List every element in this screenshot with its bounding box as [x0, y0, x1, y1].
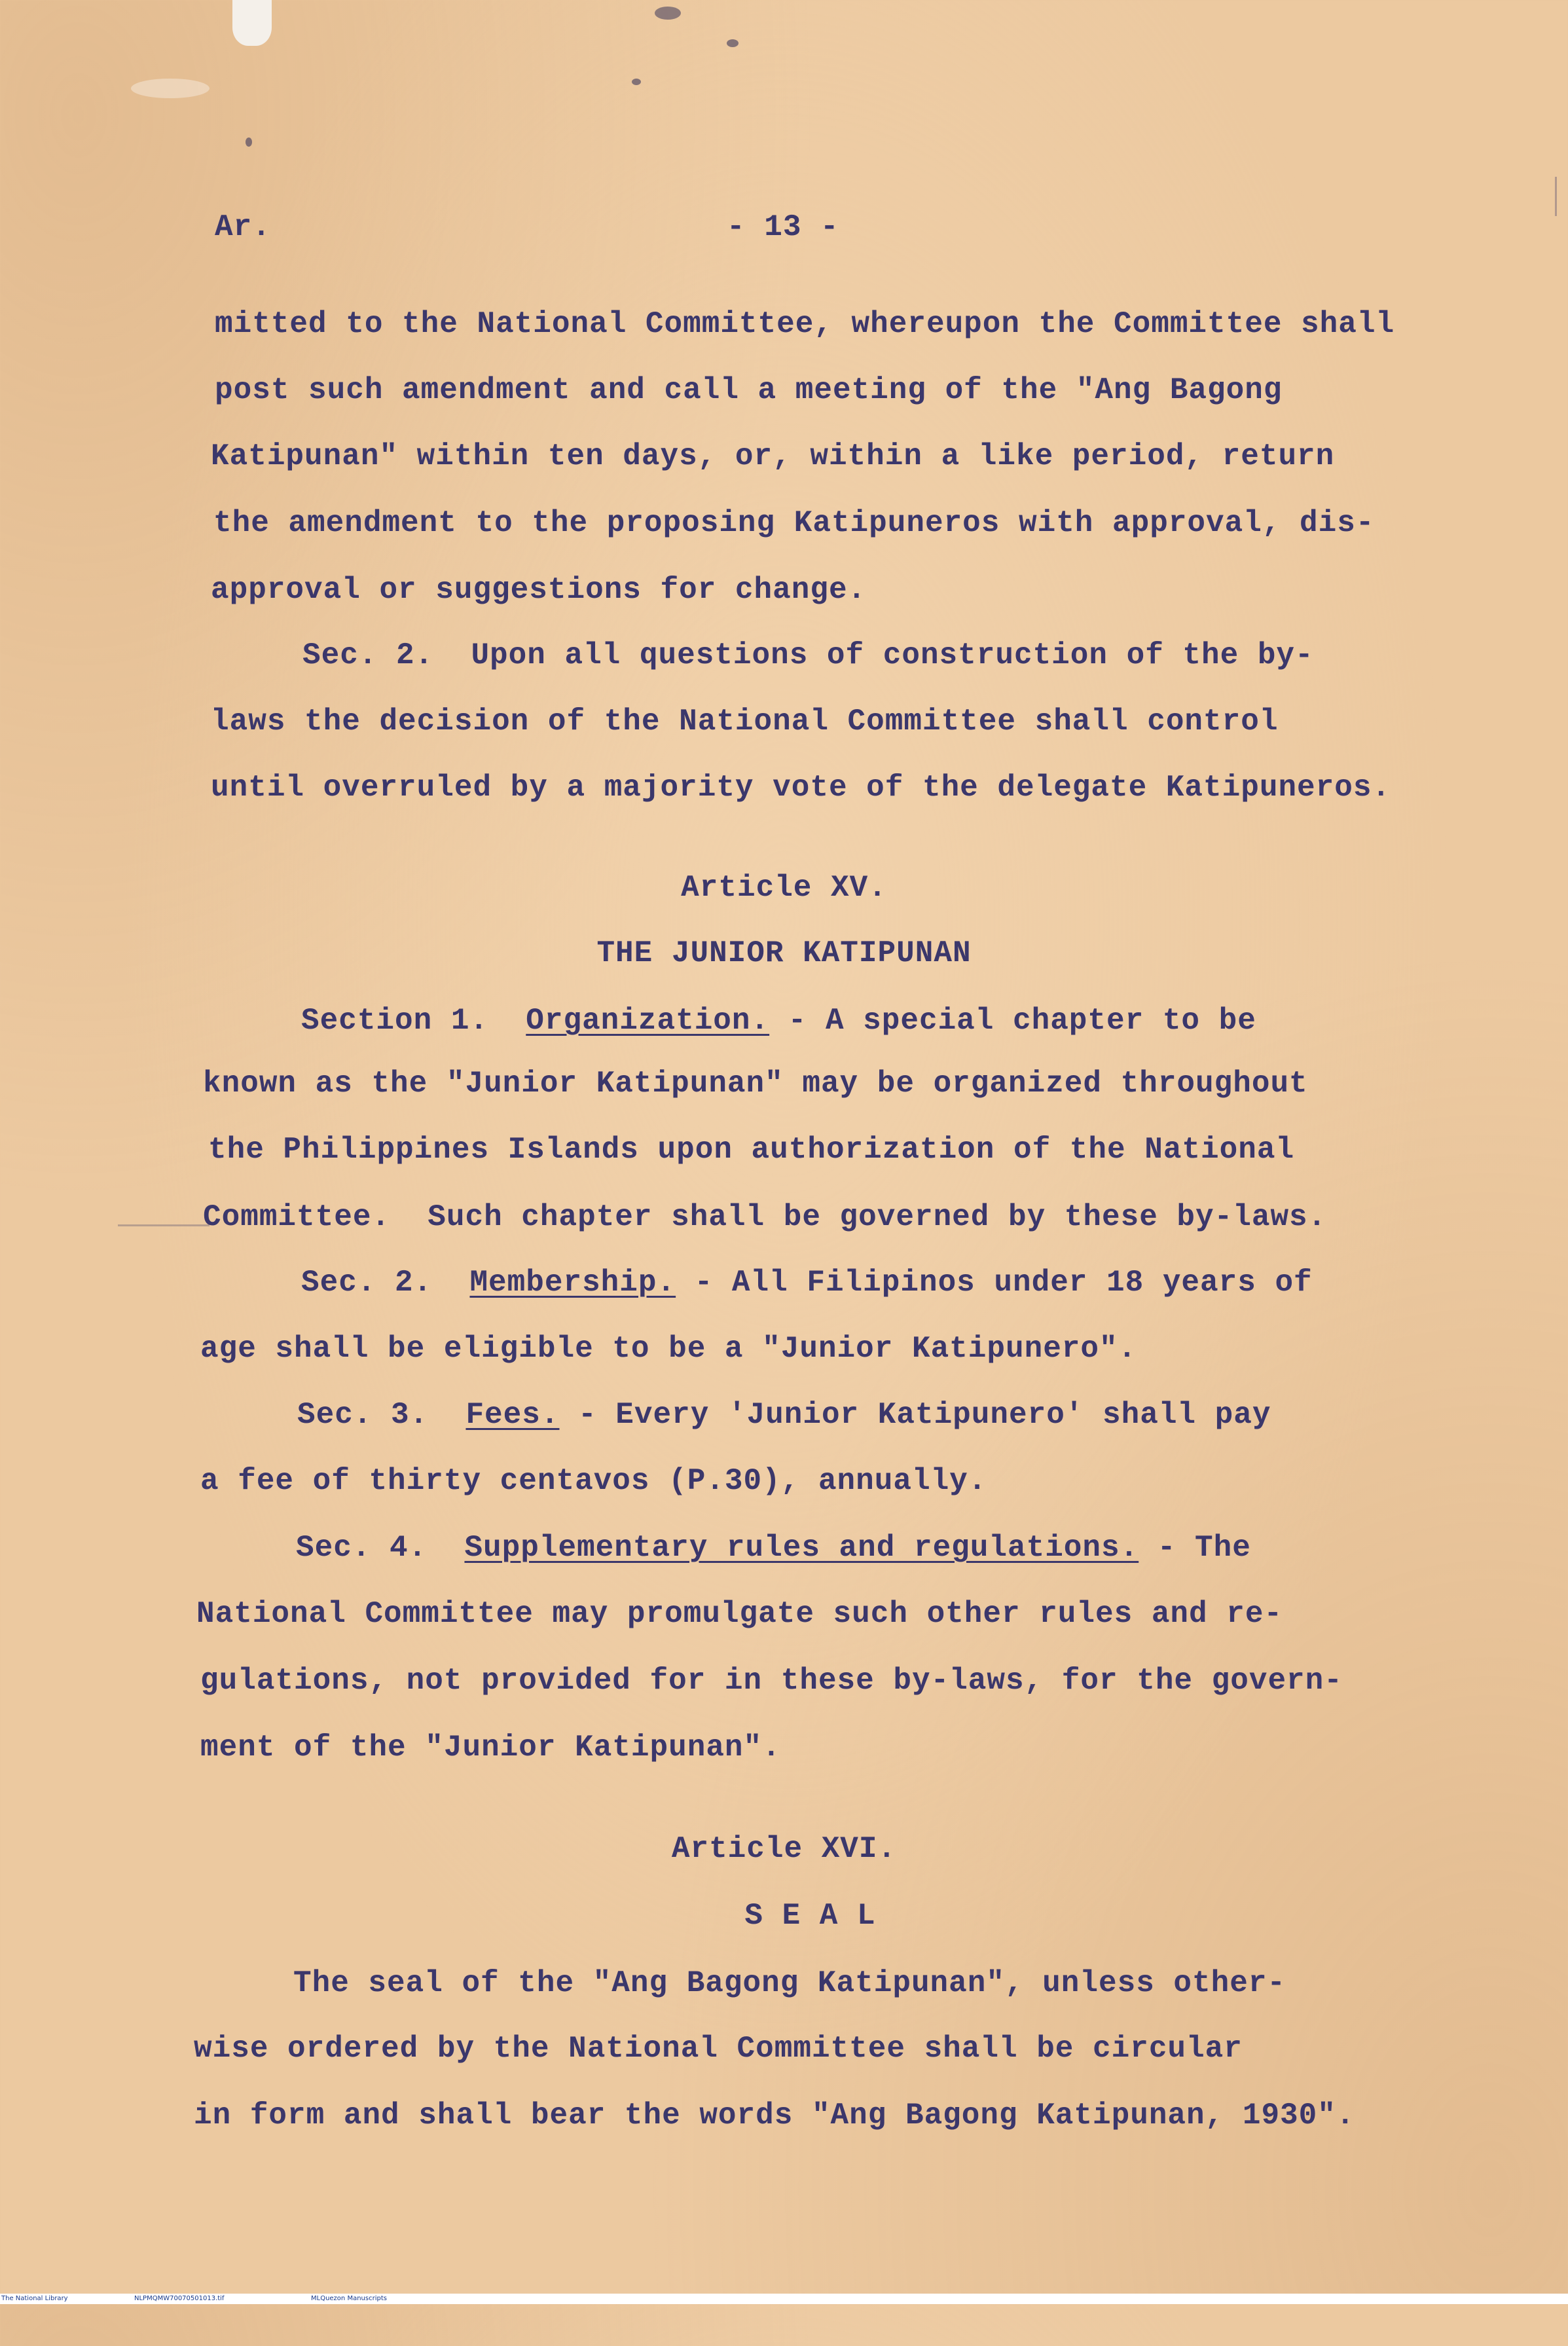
- body-line: approval or suggestions for change.: [211, 573, 867, 607]
- body-line: known as the "Junior Katipunan" may be organized throughout: [203, 1067, 1308, 1101]
- section-line: [297, 1396, 1271, 1434]
- article-heading: Article XV.: [681, 871, 887, 905]
- body-line: a fee of thirty centavos (P.30), annually.: [200, 1464, 987, 1498]
- body-line: gulations, not provided for in these by-laws, for the govern-: [200, 1664, 1343, 1698]
- typist-initials: Ar.: [215, 210, 271, 244]
- collection-name: MLQuezon Manuscripts: [311, 2295, 387, 2302]
- section-text: - A special chapter to be: [769, 1004, 1256, 1038]
- body-line: age shall be eligible to be a "Junior Katipunero".: [200, 1332, 1137, 1366]
- paper-stain: [131, 79, 210, 98]
- paper-tear: [232, 0, 272, 46]
- file-id: NLPMQMW70070501013.tif: [134, 2295, 225, 2302]
- section-text: - Every 'Junior Katipunero' shall pay: [559, 1398, 1271, 1432]
- section-topic: Organization.: [526, 1004, 770, 1038]
- body-line: ment of the "Junior Katipunan".: [200, 1731, 781, 1765]
- body-line: Katipunan" within ten days, or, within a like period, return: [211, 439, 1335, 473]
- page-number: - 13 -: [727, 210, 839, 244]
- article-heading: Article XVI.: [671, 1832, 897, 1866]
- paper-stain: [727, 39, 738, 47]
- body-line: mitted to the National Committee, whereupon the Committee shall: [215, 307, 1395, 341]
- body-line: the Philippines Islands upon authorization of the National: [208, 1133, 1295, 1167]
- margin-mark: [118, 1224, 210, 1226]
- section-line: [296, 1529, 1251, 1567]
- paper-stain: [246, 137, 252, 147]
- article-title: THE JUNIOR KATIPUNAN: [596, 936, 972, 970]
- body-line: laws the decision of the National Committee shall control: [211, 705, 1279, 739]
- body-line: in form and shall bear the words "Ang Bagong Katipunan, 1930".: [194, 2099, 1355, 2133]
- section-line: [301, 1264, 1313, 1302]
- body-line: National Committee may promulgate such other rules and re-: [196, 1597, 1283, 1631]
- body-line: Sec. 2. Upon all questions of construction of the by-: [302, 638, 1314, 672]
- body-line: The seal of the "Ang Bagong Katipunan", unless other-: [293, 1966, 1286, 2000]
- body-line: the amendment to the proposing Katipuneros with approval, dis-: [213, 506, 1375, 540]
- body-line: wise ordered by the National Committee shall be circular: [194, 2032, 1243, 2066]
- body-line: Committee. Such chapter shall be governed by these by-laws.: [203, 1200, 1327, 1234]
- section-text: - The: [1139, 1531, 1251, 1565]
- section-prefix: Sec. 4.: [296, 1531, 428, 1565]
- section-topic: Supplementary rules and regulations.: [464, 1531, 1139, 1565]
- article-title: S E A L: [744, 1899, 876, 1933]
- section-prefix: Sec. 3.: [297, 1398, 429, 1432]
- section-text: - All Filipinos under 18 years of: [676, 1266, 1313, 1300]
- section-prefix: Sec. 2.: [301, 1266, 433, 1300]
- section-line: [301, 1002, 1256, 1040]
- paper-stain: [632, 79, 641, 85]
- section-topic: Membership.: [469, 1266, 676, 1300]
- margin-mark: [1555, 177, 1557, 216]
- paper-stain: [655, 7, 681, 20]
- library-name: The National Library: [1, 2295, 68, 2302]
- section-topic: Fees.: [465, 1398, 560, 1432]
- archive-footer: [0, 2294, 1568, 2304]
- section-prefix: Section 1.: [301, 1004, 489, 1038]
- body-line: until overruled by a majority vote of the delegate Katipuneros.: [211, 771, 1391, 805]
- body-line: post such amendment and call a meeting of the "Ang Bagong: [215, 373, 1283, 407]
